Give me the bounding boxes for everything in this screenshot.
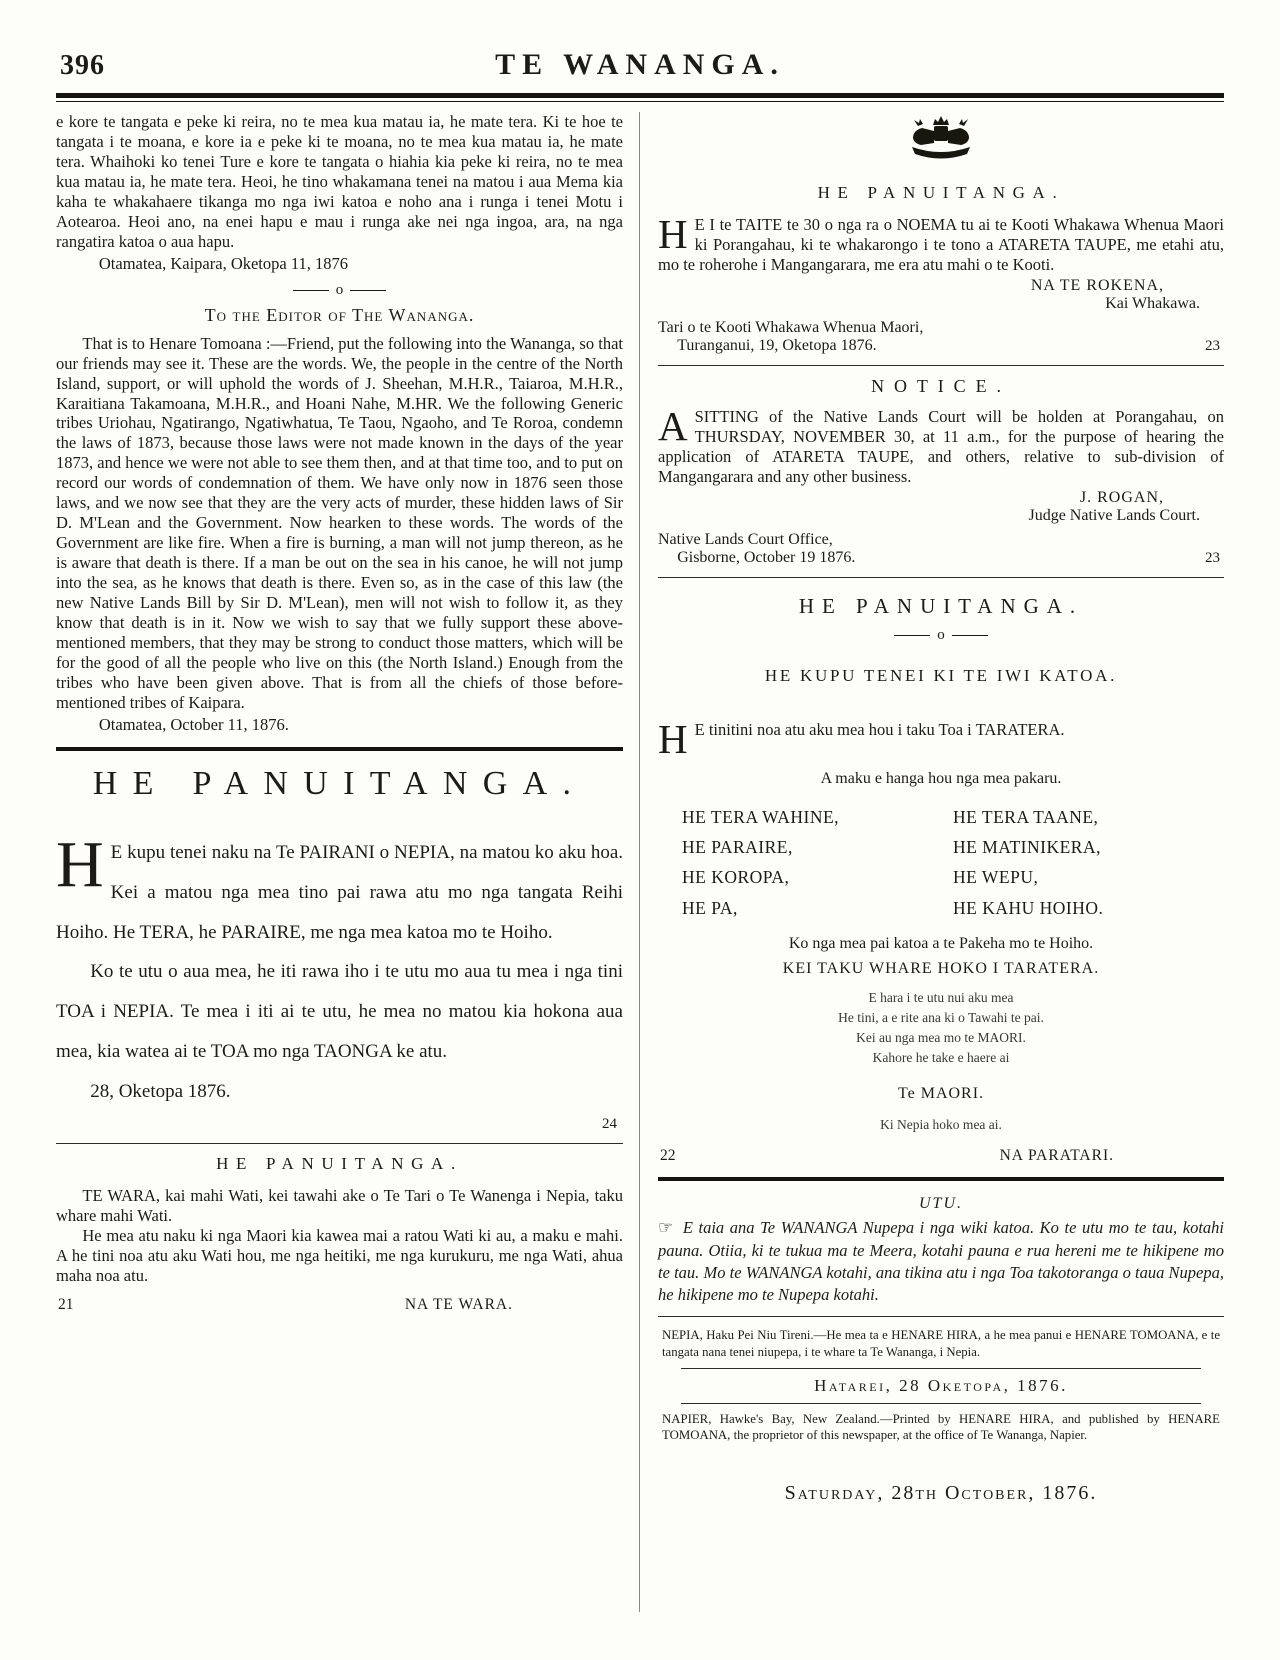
drop-cap-letter: A xyxy=(658,402,688,449)
issue-date-english: Saturday, 28th October, 1876. xyxy=(784,1481,1098,1504)
goods-item: HE TERA WAHINE, xyxy=(682,807,840,828)
small-line: E hara i te utu nui aku mea xyxy=(868,989,1014,1005)
heavy-rule xyxy=(658,1177,1224,1181)
advert-horse-goods-para2: Ko te utu o aua mea, he iti rawa iho i te utu mo aua tu mea i nga tini TOA i NEPIA. Te mea i iti ai te utu, he mea no matou kia hokona aua mea, kia watea ai te TOA mo nga TAONGA ke atu. xyxy=(56,961,623,1063)
panuitanga-heading-mid: HE PANUITANGA. xyxy=(798,593,1084,618)
goods-column-left xyxy=(682,802,953,922)
goods-list xyxy=(682,802,1224,922)
advert-pakeha-line: Ko nga mea pai katoa a te Pakeha mo te Hoiho. xyxy=(788,934,1094,952)
pointing-hand-icon: ☞ xyxy=(658,1217,674,1237)
signature-name: NA TE ROKENA, xyxy=(1030,276,1164,294)
drop-cap-letter: H xyxy=(658,715,688,762)
advert-watchmaker-para2: He mea atu naku ki nga Maori kia kawea mai a ratou Wati ki au, a maku e mahi. A he tini noa atu aku Wati hou, me nga heitiki, me nga kurukuru, me nga Wati, ahua maha noa atu. xyxy=(56,1225,623,1285)
panuitanga-heading-small: HE PANUITANGA. xyxy=(216,1154,463,1174)
editor-heading: To the Editor of The Wananga. xyxy=(204,304,475,325)
advert-taratera-lead xyxy=(658,715,1224,762)
right-column xyxy=(640,112,1224,1612)
notice-address xyxy=(658,319,923,355)
notice-address-row xyxy=(658,531,1224,567)
left-column xyxy=(56,112,640,1612)
dateline-otamatea-kaipara: Otamatea, Kaipara, Oketopa 11, 1876 xyxy=(98,253,348,273)
utu-heading: UTU. xyxy=(918,1194,963,1212)
signature-role: Kai Whakawa. xyxy=(1105,294,1200,312)
advert-reference-number: 22 xyxy=(660,1146,676,1164)
editor-letter: That is to Henare Tomoana :—Friend, put the following into the Wananga, so that our friends may see it. These are the words. We, the people in the centre of the North Island, support, or will uphold the words of J. Sheehan, M.H.R., Taiaroa, M.H.R., Karaitiana Takamoana, M.H.R., and Hoani Nahe, M.HR. We the following Generic tribes Uriohau, Ngatirango, Ngatiwhatua, Te Taou, Ngaoho, and Te Roroa, condemn the laws of 1873, because those laws were not made known in the days of the year 1873, and hence we were not able to see them then, and at that time too, and to put on record our words of condemnation of them. We have only now in 1876 seen those laws, and we now see that they are the very acts of murder, these hidden laws of Sir D. M'Lean and the Government. Now hearken to these words. The words of the Government are like fire. When a fire is burning, a man will not jump thereon, as he is aware that death is there. If a man be out on the sea in his canoe, he will not jump into the sea, as he knows that death is there. Even so, as in the case of this law (the new Native Lands Bill by Sir D. M'Lean), men will not wish to follow it, as they know that death is in it. Now we wish to say that we fully support these above-mentioned members, that they may be strong to conduct those matters, which will be for the good of all the people who live on this (the North Island.) Enough from the tribes who have been given above. That is from all the chiefs of those before-mentioned tribes of Kaipara. xyxy=(56,333,623,712)
goods-item: HE WEPU, xyxy=(953,867,1039,888)
crest-container xyxy=(658,114,1224,173)
signature-name: J. ROGAN, xyxy=(1079,488,1164,506)
goods-column-right xyxy=(953,802,1224,922)
small-line: Kahore he take e haere ai xyxy=(872,1050,1010,1066)
partial-rule xyxy=(681,1403,1202,1404)
subscription-notice xyxy=(658,1217,1224,1307)
advert-watchmaker-para1: TE WARA, kai mahi Wati, kei tawahi ake o Te Tari o Te Wanenga i Nepia, taku whare mahi Wati. xyxy=(56,1186,623,1225)
small-line: Kei au nga mea mo te MAORI. xyxy=(856,1030,1026,1046)
drop-cap-letter: H xyxy=(658,211,688,257)
issue-date-maori: Hatarei, 28 Oketopa, 1876. xyxy=(814,1375,1068,1395)
advert-reference-number: 24 xyxy=(602,1116,617,1133)
advert-taratera-lead-text: E tinitini noa atu aku mea hou i taku Toa i TARATERA. xyxy=(694,719,1065,739)
address-line-2: Gisborne, October 19 1876. xyxy=(677,548,856,566)
notice-address xyxy=(658,531,855,567)
goods-item: HE KAHU HOIHO. xyxy=(953,897,1104,918)
te-maori-line: Te MAORI. xyxy=(897,1084,985,1102)
advert-signature: NA TE WARA. xyxy=(404,1295,513,1313)
column-layout xyxy=(56,112,1224,1612)
court-notice-english xyxy=(658,402,1224,487)
goods-item: HE MATINIKERA, xyxy=(953,837,1101,858)
section-divider xyxy=(56,282,623,299)
advert-taratera-subline: A maku e hanga hou nga mea pakaru. xyxy=(820,770,1062,788)
goods-item: HE KOROPA, xyxy=(682,867,790,888)
advert-signature: NA PARATARI. xyxy=(999,1146,1114,1164)
royal-coat-of-arms-icon xyxy=(892,114,990,168)
advert-small-lines xyxy=(658,988,1224,1069)
court-notice-english-text: SITTING of the Native Lands Court will be holden at Porangahau, on THURSDAY, NOVEMBER 30, at 11 a.m., for the purpose of hearing the application of ATARETA TAUPE, and others, relative to sub-division of Mangangarara and any other business. xyxy=(658,406,1224,486)
signature-role: Judge Native Lands Court. xyxy=(1028,506,1200,524)
dateline-otamatea: Otamatea, October 11, 1876. xyxy=(98,714,289,734)
advert-watchmaker-footer xyxy=(56,1296,623,1314)
drop-cap-letter: H xyxy=(56,827,104,901)
court-notice-maori-text: E I te TAITE te 30 o nga ra o NOEMA tu ai te Kooti Whakawa Whenua Maori ki Porangahau, ki te whakarongo i te tono a ATARETA TAUPE, me etahi atu, mo te roherohe i Mangangarara, me era atu mahi o te Kooti. xyxy=(658,215,1224,274)
advert-taratera-footer xyxy=(658,1147,1224,1165)
advert-date: 28, Oketopa 1876. xyxy=(90,1081,231,1103)
imprint-maori: NEPIA, Haku Pei Niu Tireni.—He mea ta e HENARE HIRA, a he mea panui e HENARE TOMOANA, e te tangata nana tenei niupepa, i te whare ta Te Wananga, i Nepia. xyxy=(662,1328,1220,1360)
heavy-rule xyxy=(56,747,623,751)
advert-reference-number: 21 xyxy=(58,1295,74,1313)
section-divider xyxy=(658,627,1224,644)
address-line-1: Native Lands Court Office, xyxy=(658,530,833,548)
notice-address-row xyxy=(658,319,1224,355)
thin-rule xyxy=(658,577,1224,578)
page-header xyxy=(56,46,1224,88)
thin-rule xyxy=(658,365,1224,366)
panuitanga-heading-large: HE PANUITANGA. xyxy=(92,764,587,802)
address-line-1: Tari o te Kooti Whakawa Whenua Maori, xyxy=(658,318,924,336)
advert-horse-goods xyxy=(56,827,623,953)
court-notice-maori xyxy=(658,211,1224,275)
page-number: 396 xyxy=(60,50,105,81)
divider-ornament: o xyxy=(937,626,945,643)
goods-item: HE TERA TAANE, xyxy=(953,807,1099,828)
goods-item: HE PARAIRE, xyxy=(682,837,793,858)
ki-nepia-line: Ki Nepia hoko mea ai. xyxy=(880,1116,1002,1132)
kupu-heading: HE KUPU TENEI KI TE IWI KATOA. xyxy=(764,665,1118,685)
address-line-2: Turanganui, 19, Oketopa 1876. xyxy=(677,336,877,354)
thin-rule xyxy=(658,1316,1224,1317)
advert-horse-goods-text: E kupu tenei naku na Te PAIRANI o NEPIA, na matou ko aku hoa. Kei a matou nga mea tino pai rawa atu mo nga tangata Reihi Hoiho. He TERA, he PARAIRE, me nga mea katoa mo te Hoiho. xyxy=(56,841,623,943)
small-line: He tini, a e rite ana ki o Tawahi te pai. xyxy=(838,1009,1044,1025)
notice-reference-number: 23 xyxy=(1205,549,1220,566)
partial-rule xyxy=(681,1368,1202,1369)
subscription-notice-text: E taia ana Te WANANGA Nupepa i nga wiki katoa. Ko te utu mo te tau, kotahi pauna. Otiia, ki te tukua ma te Meera, kotahi pauna e rua hereni me te hikipene mo te tau. Mo te WANANGA kotahi, ana tikina atu i nga Toa takotoranga o taua Nupepa, he hikipene mo te Nupepa kotahi. xyxy=(658,1217,1224,1305)
notice-heading-english: NOTICE. xyxy=(871,375,1011,396)
masthead-rule xyxy=(56,93,1224,102)
advert-shop-line: KEI TAKU WHARE HOKO I TARATERA. xyxy=(782,959,1100,977)
notice-reference-number: 23 xyxy=(1205,337,1220,354)
panuitanga-heading-right-top: HE PANUITANGA. xyxy=(817,183,1065,202)
imprint-english: NAPIER, Hawke's Bay, New Zealand.—Printed by HENARE HIRA, and published by HENARE TOMOANA, the proprietor of this newspaper, at the office of Te Wananga, Napier. xyxy=(662,1411,1220,1443)
goods-item: HE PA, xyxy=(682,897,738,918)
thin-rule xyxy=(56,1143,623,1144)
continuation-paragraph: e kore te tangata e peke ki reira, no te mea kua matau ia, he mate tera. Ki te hoe te tangata i te moana, e kore ia e peke ki te moana, no te mea kua matau ia, he mate tera. Whaihoki ko tenei Ture e kore te tangata o hiahia kia peke ki reira, no te mea kua matau ia, he mate tera. Heoi, he tino whakamana tenei na matou i aua Mema kia kaha te whakahaere tikanga mo nga iwi katoa e noho ana i runga i tenei Motu i Aotearoa. Heoi ano, na enei hapu e mau i runga ake nei nga ingoa, ara, na nga rangatira katoa o aua hapu. xyxy=(56,112,623,251)
divider-ornament: o xyxy=(335,281,344,298)
masthead-title: TE WANANGA. xyxy=(495,48,785,81)
